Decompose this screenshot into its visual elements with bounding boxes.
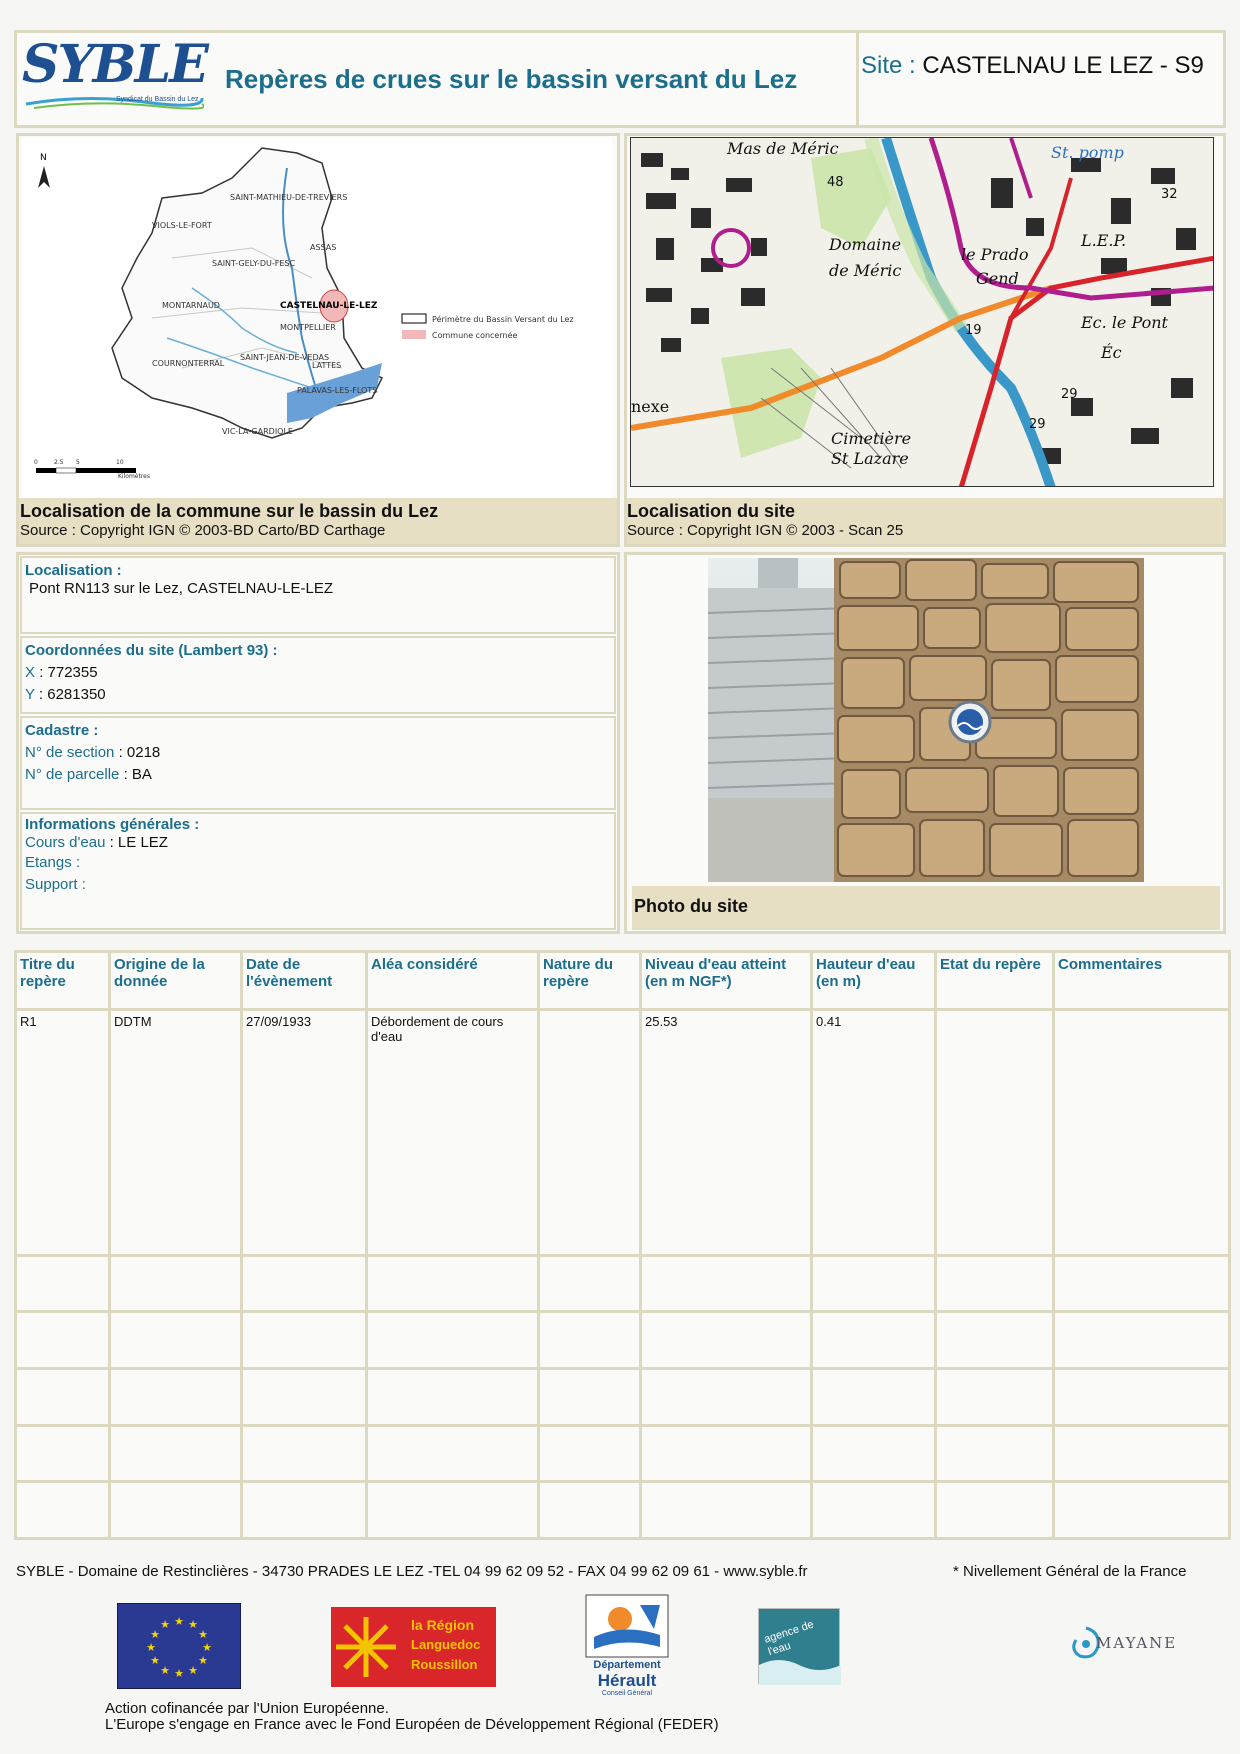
cofinancing-line-1: Action cofinancée par l'Union Européenne.: [105, 1700, 389, 1717]
col-commentaires: Commentaires: [1054, 952, 1230, 1010]
svg-text:CASTELNAU-LE-LEZ: CASTELNAU-LE-LEZ: [280, 301, 378, 311]
svg-text:29: 29: [1061, 387, 1078, 402]
svg-text:19: 19: [965, 323, 982, 338]
location-label: Localisation :: [25, 562, 122, 579]
section-label: N° de section: [25, 744, 115, 761]
coord-x-value: : 772355: [39, 664, 98, 681]
cell-hauteur: 0.41: [812, 1010, 936, 1256]
svg-text:★: ★: [146, 1641, 156, 1654]
basin-map: [22, 138, 612, 498]
site-map-caption-title: Localisation du site: [627, 501, 796, 521]
svg-text:29: 29: [1029, 417, 1046, 432]
region-text-2: Languedoc: [411, 1637, 481, 1652]
site-map-caption-source: Source : Copyright IGN © 2003 - Scan 25: [627, 522, 904, 539]
svg-text:PALAVAS-LES-FLOTS: PALAVAS-LES-FLOTS: [297, 386, 378, 395]
cours-eau: [25, 834, 611, 852]
flood-markers-table: [14, 950, 1231, 1540]
north-arrow-icon: [38, 153, 50, 188]
svg-text:48: 48: [827, 175, 844, 190]
svg-text:Cimetière: Cimetière: [831, 429, 912, 448]
agence-wave-icon: [759, 1655, 841, 1685]
map1-legend: [402, 314, 574, 340]
svg-text:★: ★: [174, 1667, 184, 1680]
col-titre: Titre du repère: [16, 952, 110, 1010]
site-photo: [708, 558, 1144, 882]
svg-text:de Méric: de Méric: [829, 261, 902, 280]
basin-map-caption-source: Source : Copyright IGN © 2003-BD Carto/BD Carthage: [20, 522, 386, 539]
etangs-label: Etangs :: [25, 854, 81, 871]
mayane-logo: [1066, 1622, 1176, 1666]
general-info-block: [20, 812, 616, 930]
syble-logo-text: SYBLE: [22, 34, 207, 95]
agence-eau-text: agence de l'eau: [762, 1618, 816, 1659]
svg-text:COURNONTERRAL: COURNONTERRAL: [152, 359, 225, 368]
svg-text:Ec. le Pont: Ec. le Pont: [1081, 313, 1168, 332]
footer-note: * Nivellement Général de la France: [953, 1563, 1187, 1580]
svg-text:SAINT-JEAN-DE-VEDAS: SAINT-JEAN-DE-VEDAS: [240, 353, 330, 362]
cell-origine: DDTM: [110, 1010, 242, 1256]
location-value: Pont RN113 sur le Lez, CASTELNAU-LE-LEZ: [29, 580, 334, 597]
svg-text:N: N: [40, 153, 47, 163]
svg-text:★: ★: [150, 1628, 160, 1641]
coord-x: [25, 662, 611, 684]
photo-caption-title: Photo du site: [634, 896, 748, 916]
svg-text:MONTPELLIER: MONTPELLIER: [280, 323, 336, 332]
cell-niveau: 25.53: [641, 1010, 812, 1256]
cadastre-block: [20, 716, 616, 810]
col-hauteur: Hauteur d'eau (en m): [812, 952, 936, 1010]
general-info-label: Informations générales :: [25, 816, 200, 833]
herault-text-1: Département: [593, 1659, 661, 1671]
cadastre-label: Cadastre :: [25, 722, 99, 739]
svg-text:★: ★: [198, 1654, 208, 1667]
site-label: Site :: [861, 52, 916, 79]
stairs: [708, 558, 848, 818]
syble-logo-sub: Syndicat du Bassin du Lez: [116, 96, 199, 103]
herault-text-2: Hérault: [597, 1671, 657, 1690]
location-block: [20, 556, 616, 634]
svg-text:10: 10: [116, 459, 124, 466]
svg-text:5: 5: [76, 459, 80, 466]
svg-text:2.5: 2.5: [54, 459, 64, 466]
table-row-empty: [16, 1312, 1230, 1369]
header-divider: [856, 33, 859, 125]
scale-bar: [34, 459, 150, 480]
section-value: : 0218: [118, 744, 161, 761]
cell-titre: R1: [16, 1010, 110, 1256]
coord-x-label: X: [25, 664, 36, 681]
table-row-empty: [16, 1425, 1230, 1482]
support-label: Support :: [25, 876, 86, 893]
col-date: Date de l'évènement: [242, 952, 367, 1010]
coord-y: [25, 684, 611, 706]
svg-text:★: ★: [160, 1618, 170, 1631]
photo-caption: [632, 886, 1220, 930]
cell-date: 27/09/1933: [242, 1010, 367, 1256]
mayane-text: MAYANE: [1096, 1634, 1178, 1652]
agence-eau-logo: [758, 1608, 840, 1684]
coord-y-label: Y: [25, 686, 35, 703]
parcelle-label: N° de parcelle: [25, 766, 120, 783]
herault-text-3: Conseil Général: [601, 1690, 653, 1697]
region-logo: [331, 1607, 496, 1687]
cadastre-section: [25, 742, 611, 764]
col-origine: Origine de la donnée: [110, 952, 242, 1010]
cell-etat: [936, 1010, 1054, 1256]
svg-text:ASSAS: ASSAS: [310, 243, 337, 252]
coordinates-label: Coordonnées du site (Lambert 93) :: [25, 642, 278, 659]
col-niveau: Niveau d'eau atteint (en m NGF*): [641, 952, 812, 1010]
svg-text:SAINT-MATHIEU-DE-TREVIERS: SAINT-MATHIEU-DE-TREVIERS: [230, 193, 348, 202]
svg-text:MONTARNAUD: MONTARNAUD: [162, 301, 220, 310]
svg-text:★: ★: [160, 1664, 170, 1677]
footer-address: SYBLE - Domaine de Restinclières - 34730 PRADES LE LEZ -TEL 04 99 62 09 52 - FAX 04 99 62 09 61 - www.syble.fr: [16, 1563, 808, 1580]
table-row-empty: [16, 1482, 1230, 1539]
svg-text:Éc: Éc: [1101, 343, 1122, 362]
table-header-row: [16, 952, 1230, 1010]
svg-text:32: 32: [1161, 187, 1178, 202]
svg-text:Commune concernée: Commune concernée: [432, 331, 518, 340]
cours-eau-value: : LE LEZ: [109, 834, 168, 851]
herault-logo: [584, 1593, 670, 1699]
svg-text:LATTES: LATTES: [312, 361, 342, 370]
parcelle-value: : BA: [123, 766, 152, 783]
svg-text:St Lazare: St Lazare: [831, 449, 909, 468]
col-nature: Nature du repère: [539, 952, 641, 1010]
svg-text:Kilomètres: Kilomètres: [118, 473, 150, 480]
coord-y-value: : 6281350: [38, 686, 106, 703]
svg-text:Gend: Gend: [976, 269, 1019, 288]
region-text-1: la Région: [411, 1617, 475, 1633]
svg-text:★: ★: [202, 1641, 212, 1654]
syble-logo: [22, 36, 207, 122]
svg-text:Domaine: Domaine: [829, 235, 902, 254]
region-text-3: Roussillon: [411, 1657, 478, 1672]
svg-text:le Prado: le Prado: [961, 245, 1029, 264]
eu-flag-logo: [117, 1603, 241, 1689]
svg-text:★: ★: [174, 1615, 184, 1628]
cell-alea: Débordement de cours d'eau: [367, 1010, 539, 1256]
table-row: [16, 1010, 1230, 1256]
region-cross-icon: [331, 1607, 401, 1687]
svg-text:VIOLS-LE-FORT: VIOLS-LE-FORT: [152, 221, 212, 230]
col-alea: Aléa considéré: [367, 952, 539, 1010]
basin-map-caption-title: Localisation de la commune sur le bassin du Lez: [20, 501, 439, 521]
site-map: [630, 137, 1214, 487]
svg-text:VIC-LA-GARDIOLE: VIC-LA-GARDIOLE: [222, 427, 293, 436]
svg-text:SAINT-GELY-DU-FESC: SAINT-GELY-DU-FESC: [212, 259, 296, 268]
cell-nature: [539, 1010, 641, 1256]
svg-text:Mas de Méric: Mas de Méric: [727, 139, 839, 158]
site-value: CASTELNAU LE LEZ - S9: [922, 52, 1204, 79]
svg-text:★: ★: [188, 1618, 198, 1631]
svg-text:★: ★: [150, 1654, 160, 1667]
col-etat: Etat du repère: [936, 952, 1054, 1010]
cadastre-parcelle: [25, 764, 611, 786]
svg-text:★: ★: [198, 1628, 208, 1641]
cofinancing-line-2: L'Europe s'engage en France avec le Fond Européen de Développement Régional (FEDER): [105, 1716, 719, 1733]
site-map-caption: [627, 498, 1223, 544]
svg-text:St. pomp: St. pomp: [1051, 143, 1124, 162]
table-row-empty: [16, 1255, 1230, 1312]
svg-text:Périmètre du Bassin Versant du: Périmètre du Bassin Versant du Lez: [432, 315, 574, 324]
flood-marker-icon: [950, 702, 990, 742]
site-heading: [861, 52, 1204, 80]
page-title: Repères de crues sur le bassin versant du Lez: [225, 64, 798, 94]
svg-text:nexe: nexe: [631, 397, 670, 416]
svg-text:★: ★: [188, 1664, 198, 1677]
table-row-empty: [16, 1368, 1230, 1425]
coordinates-block: [20, 636, 616, 714]
herault-emblem-icon: [584, 1593, 670, 1659]
cours-eau-label: Cours d'eau: [25, 834, 106, 851]
svg-text:0: 0: [34, 459, 38, 466]
svg-text:L.E.P.: L.E.P.: [1081, 231, 1127, 250]
basin-map-caption: [19, 498, 617, 544]
cell-commentaires: [1054, 1010, 1230, 1256]
